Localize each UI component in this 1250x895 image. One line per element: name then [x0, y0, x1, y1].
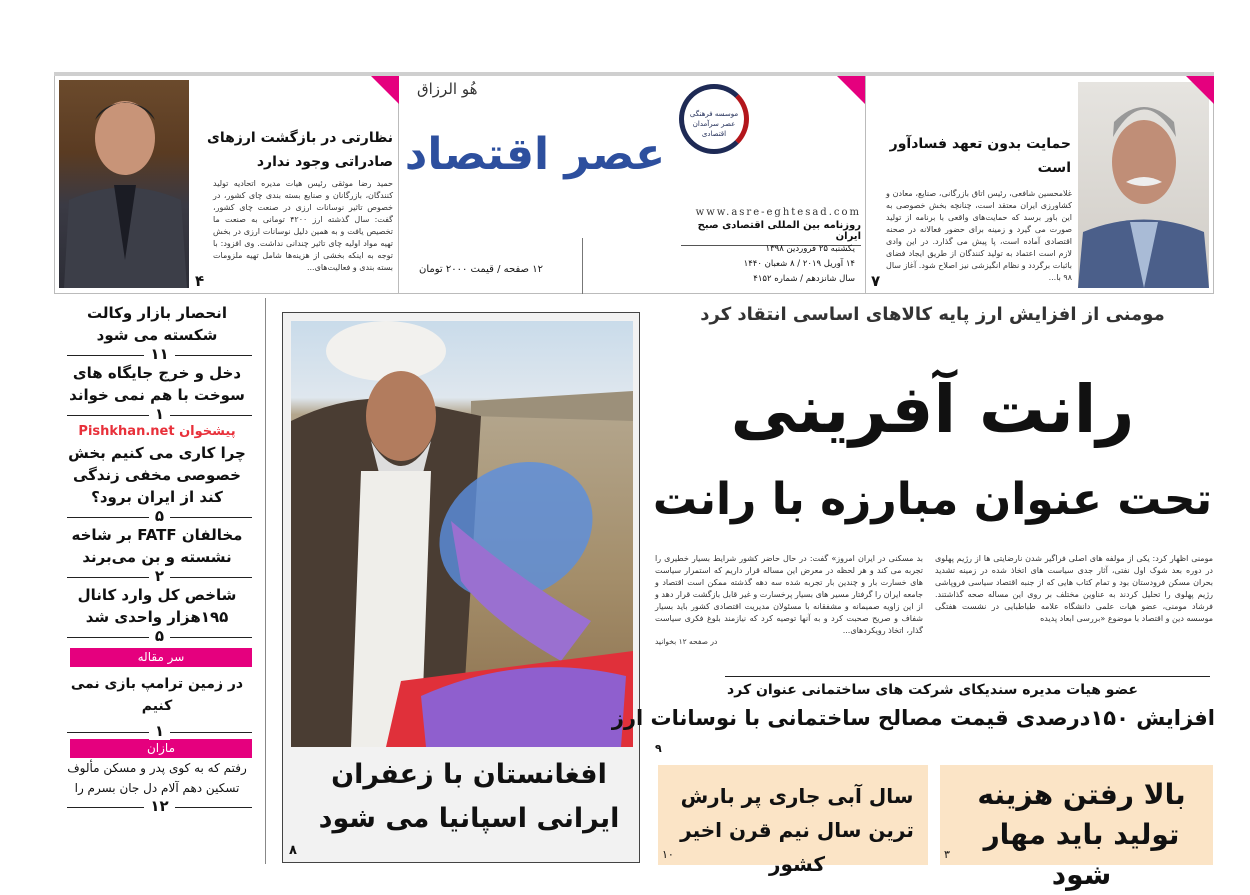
page-ref: ۵ — [67, 508, 252, 524]
lead-left-column — [655, 553, 923, 647]
lead-headline-2[interactable]: تحت عنوان مبارزه با رانت — [652, 474, 1213, 525]
page-ref: ۳ — [944, 848, 950, 861]
watermark: پیشخوان Pishkhan.net — [78, 424, 236, 439]
masthead — [399, 76, 865, 294]
index-item[interactable]: دخل و خرج جایگاه های سوخت با هم نمی خواند — [69, 364, 245, 404]
corner-accent — [371, 76, 399, 104]
motto: هُو الرزاق — [417, 80, 478, 98]
second-kicker: عضو هیات مدیره سندیکای شرکت های ساختمانی عنوان کرد — [727, 682, 1138, 698]
box-left-story[interactable] — [658, 765, 928, 876]
date-block — [744, 242, 855, 287]
lead-kicker: مومنی از افزایش ارز پایه کالاهای اساسی انتقاد کرد — [700, 304, 1165, 325]
page-ref: ۲ — [67, 568, 252, 584]
editorial-title[interactable]: در زمین ترامپ بازی نمی کنیم — [70, 676, 244, 714]
sidebar-index — [62, 302, 252, 814]
page-ref: ۹ — [655, 742, 662, 755]
date-persian: یکشنبه ۲۵ فروردین ۱۳۹۸ — [765, 244, 855, 254]
index-item[interactable]: چرا کاری می کنیم بخش خصوصی مخفی زندگی کند از ایران برود؟ — [68, 444, 246, 506]
photo-story-title: افغانستان با زعفران ایرانی اسپانیا می شود — [318, 759, 620, 834]
mazan-label: مازان — [70, 739, 252, 758]
header-right-story[interactable] — [865, 76, 1214, 294]
page-ref: ۱۰ — [662, 848, 674, 861]
header-right-body: غلامحسین شافعی، رئیس اتاق بازرگانی، صنایع، معادن و کشاورزی ایران معتقد است، چنانچه بخش خصوصی به این باور برسد که حمایت‌های واقعی با برنامه از تولید صورت می گیرد و زمینه برای حضور فعالانه در صحنه اقتصادی آماده است، پا پیش می گذارد. در این وادی لازم است اعتماد به تولید کنندگان از طریق ایجاد فضای باثبات برگردد و نظام انگیزشی نیز اصلاح شود. آغاز سال ۹۸ با... — [886, 189, 1072, 282]
box-right-title: بالا رفتن هزینه تولید باید مهار شود — [977, 778, 1186, 891]
lead-body-left: بد مسکنی در ایران امروز» گفت: در حال حاضر کشور شرایط بسیار خطیری را تجربه می کند و هر لحظه در معرض این مساله قرار داریم که استمرار سیاست های خسارت بار و چندین بار تجربه شده سه دهه گذشته ممکن است اقتصاد و جامعه ایران را گرفتار مسیر های بسیار پرخسارت و غیر قابل بازگشت قرار دهد و از این زاویه صمیمانه و مشفقانه با مسئولان مدیریت اقتصادی کشور باید بسیار شفاف و صریح صحبت کرد و به آنها توصیه کرد که نیازمند بلوغ فکری سیاست گذار، اتخاذ رویکردهای... — [655, 554, 923, 635]
photo-story[interactable] — [282, 312, 640, 863]
page-ref: ۴ — [195, 272, 205, 290]
lead-headline-1[interactable]: رانت آفرینی — [730, 371, 1135, 448]
portrait-photo — [59, 80, 189, 288]
issue-number: سال شانزدهم / شماره ۴۱۵۲ — [753, 274, 855, 284]
header-left-story[interactable] — [54, 76, 399, 294]
page-ref: ۱ — [67, 723, 252, 739]
website: www.asre-eghtesad.com — [695, 207, 861, 218]
header-left-title: نظارتی در بازگشت ارزهای صادراتی وجود ندارد — [207, 130, 393, 170]
divider — [725, 676, 1210, 677]
lead-body-right: مومنی اظهار کرد: یکی از مولفه های اصلی فراگیر شدن نارضایتی ها از رژیم پهلوی در دوره بعد شوک اول نفتی، آثار جدی سیاست های اتخاذ شده در زمینه تشدید بحران مسکن فرودستان بود و تمام کتاب هایی که از جنبه اقتصاد سیاسی فروپاشی رژیم پهلوی را تحلیل کردند به عناوین مختلف بر روی این مساله صحه گذاشتند. فرشاد مومنی، عضو هیات علمی دانشگاه علامه طباطبایی در نشست هفتگی موسسه دین و اقتصاد با موضوع «بررسی ابعاد پدیده — [935, 554, 1213, 623]
page-ref: ۱ — [67, 406, 252, 422]
corner-accent — [1186, 76, 1214, 104]
page-ref: ۸ — [289, 843, 297, 858]
header-left-body: حمید رضا موثقی رئیس هیات مدیره اتحادیه تولید کنندگان، بازرگانان و صنایع بسته بندی چای کشور، در خصوص تاثیر نوسانات ارزی در صنعت چای کشور، گفت: سال گذشته ارز ۴۲۰۰ تومانی به صنعت ما تخصیص یافت و به همین دلیل نوسانات ارزی در بخش تهیه مواد اولیه چای تاثیر چندانی نداشت. وی افزود: با توجه به اینکه بخشی از هزینه‌ها شامل تهیه ملزومات بسته بندی و فعالیت‌های... — [213, 179, 393, 272]
divider — [582, 238, 583, 294]
saffron-photo — [291, 321, 633, 747]
continue-link[interactable]: در صفحه ۱۲ بخوانید — [655, 637, 718, 646]
index-item[interactable]: مخالفان FATF بر شاخه نشسته و بن می‌برند — [71, 526, 243, 566]
page-ref: ۵ — [67, 628, 252, 644]
editorial-label: سر مقاله — [70, 648, 252, 667]
corner-accent — [837, 76, 865, 104]
box-left-title: سال آبی جاری پر بارش ترین سال نیم قرن اخیر کشور — [680, 784, 914, 876]
header-right-title: حمایت بدون تعهد فسادآور است — [889, 136, 1071, 176]
tagline: روزنامه بین المللی اقتصادی صبح ایران — [681, 220, 861, 246]
masthead-logo: عصر اقتصاد — [404, 129, 666, 180]
index-item[interactable]: انحصار بازار وکالت شکسته می شود — [87, 304, 227, 344]
date-other: ۱۴ آوریل ۲۰۱۹ / ۸ شعبان ۱۴۴۰ — [743, 259, 855, 269]
index-item[interactable]: شاخص کل وارد کانال ۱۹۵هزار واحدی شد — [77, 586, 237, 626]
portrait-photo — [1078, 82, 1209, 288]
column-rule — [265, 298, 266, 864]
page-ref: ۱۲ — [67, 798, 252, 814]
price: ۱۲ صفحه / قیمت ۲۰۰۰ تومان — [419, 264, 543, 275]
page-ref: ۱۱ — [67, 346, 252, 362]
box-right-story[interactable] — [940, 765, 1213, 891]
emblem-logo: موسسه فرهنگی عصر سرآمدان اقتصادی — [679, 84, 749, 154]
second-headline[interactable]: افزایش ۱۵۰درصدی قیمت مصالح ساختمانی با نوسانات ارز — [611, 706, 1215, 730]
mazan-poem: رفتم که به کوی پدر و مسکن مألوف تسکین دهم آلام دل جان بسرم را — [67, 761, 247, 795]
page-ref: ۷ — [871, 272, 881, 290]
